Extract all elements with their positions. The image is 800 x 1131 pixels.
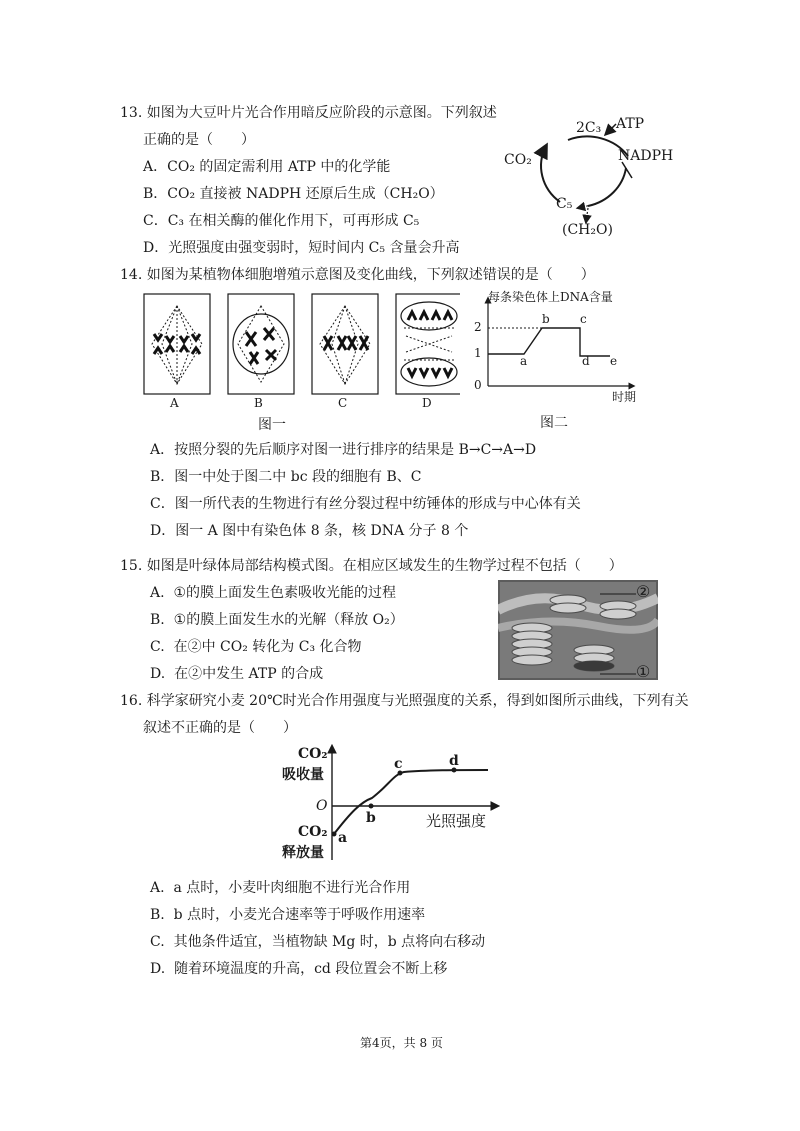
q15-option-a: A. ①的膜上面发生色素吸收光能的过程 bbox=[150, 585, 397, 601]
graph-co2-top: CO₂ bbox=[298, 746, 328, 762]
graph-origin: O bbox=[316, 798, 328, 814]
q16-option-b: B. b 点时，小麦光合速率等于呼吸作用速率 bbox=[150, 907, 426, 923]
q14-option-d: D．图一 A 图中有染色体 8 条，核 DNA 分子 8 个 bbox=[150, 523, 469, 539]
label-circle-1: ① bbox=[636, 662, 651, 681]
q15-option-b: B. ①的膜上面发生水的光解（释放 O₂） bbox=[150, 612, 404, 628]
cell-c bbox=[312, 294, 378, 394]
graph-point-c: c bbox=[394, 756, 403, 772]
figure-1 bbox=[140, 292, 460, 432]
calvin-cycle-diagram bbox=[500, 110, 700, 250]
figure-1-svg bbox=[140, 292, 460, 402]
fig2-ylabel: 每条染色体上DNA含量 bbox=[488, 290, 613, 304]
cell-d-label: D bbox=[422, 396, 432, 410]
q13-option-d: D．光照强度由强变弱时，短时间内 C₅ 含量会升高 bbox=[143, 240, 460, 256]
q16-option-a: A. a 点时，小麦叶肉细胞不进行光合作用 bbox=[150, 880, 411, 896]
graph-point-b: b bbox=[366, 810, 376, 826]
q13-option-a: A．CO₂ 的固定需利用 ATP 中的化学能 bbox=[143, 159, 391, 175]
fig2-point-a: a bbox=[520, 354, 528, 368]
q13-stem-line2: 正确的是（ ） bbox=[143, 132, 255, 148]
atp-arrow bbox=[606, 124, 616, 134]
cycle-arc-left bbox=[541, 146, 560, 202]
graph-release-label: 释放量 bbox=[282, 845, 324, 861]
q14-option-b: B．图一中处于图二中 bc 段的细胞有 B、C bbox=[150, 469, 422, 485]
graph-co2-bottom: CO₂ bbox=[298, 824, 328, 840]
q15-option-c: C. 在②中 CO₂ 转化为 C₃ 化合物 bbox=[150, 639, 362, 655]
q15-option-d: D. 在②中发生 ATP 的合成 bbox=[150, 666, 324, 682]
graph-absorb-label: 吸收量 bbox=[282, 767, 324, 783]
point-b-dot bbox=[369, 804, 374, 809]
fig2-point-e: e bbox=[610, 354, 618, 368]
graph-xlabel: 光照强度 bbox=[426, 812, 487, 830]
label-co2: CO₂ bbox=[504, 152, 532, 168]
fig2-point-c: c bbox=[580, 312, 587, 326]
fig2-ytick-0: 0 bbox=[474, 378, 482, 392]
fig2-point-b: b bbox=[542, 312, 550, 326]
fig2-point-d: d bbox=[582, 354, 590, 368]
figure-1-caption: 图一 bbox=[258, 417, 286, 433]
cell-a-spindle bbox=[152, 306, 202, 384]
q16-stem-line1: 16. 科学家研究小麦 20℃时光合作用强度与光照强度的关系，得到如图所示曲线，下列有关 bbox=[120, 693, 689, 709]
label-ch2o: (CH₂O) bbox=[562, 222, 613, 238]
figure-2 bbox=[462, 288, 662, 436]
cell-a-label: A bbox=[170, 396, 179, 410]
fig2-xlabel: 时期 bbox=[612, 390, 637, 404]
q14-option-a: A．按照分裂的先后顺序对图一进行排序的结果是 B→C→A→D bbox=[150, 442, 537, 458]
q14-stem: 14. 如图为某植物体细胞增殖示意图及变化曲线，下列叙述错误的是（ ） bbox=[120, 267, 595, 283]
figure-2-caption: 图二 bbox=[540, 415, 568, 431]
q15-stem: 15. 如图是叶绿体局部结构模式图。在相应区域发生的生物学过程不包括（ ） bbox=[120, 558, 623, 574]
cycle-arc-right bbox=[588, 168, 626, 206]
fig2-curve bbox=[488, 328, 610, 356]
cell-c-label: C bbox=[338, 396, 348, 410]
q16-option-c: C. 其他条件适宜，当植物缺 Mg 时，b 点将向右移动 bbox=[150, 934, 486, 950]
fig2-ytick-2: 2 bbox=[474, 320, 482, 334]
graph-point-a: a bbox=[338, 830, 348, 846]
chloroplast-pointer-lines bbox=[600, 584, 660, 684]
q16-option-d: D. 随着环境温度的升高，cd 段位置会不断上移 bbox=[150, 961, 448, 977]
q13-option-b: B．CO₂ 直接被 NADPH 还原后生成（CH₂O） bbox=[143, 186, 444, 202]
q14-option-c: C．图一所代表的生物进行有丝分裂过程中纺锤体的形成与中心体有关 bbox=[150, 496, 581, 512]
label-c5: C₅ bbox=[556, 196, 573, 212]
label-2c3: 2C₃ bbox=[576, 120, 602, 136]
page-footer: 第4页，共 8 页 bbox=[360, 1036, 443, 1050]
cell-b-label: B bbox=[254, 396, 263, 410]
label-nadph: NADPH bbox=[618, 148, 674, 164]
photosynthesis-graph bbox=[276, 742, 516, 866]
label-atp: ATP bbox=[616, 116, 645, 132]
ch2o-arrow bbox=[586, 208, 588, 222]
graph-point-d: d bbox=[449, 753, 459, 769]
q13-stem-line1: 13. 如图为大豆叶片光合作用暗反应阶段的示意图。下列叙述 bbox=[120, 105, 497, 121]
fig2-ytick-1: 1 bbox=[474, 346, 482, 360]
point-a-dot bbox=[332, 832, 337, 837]
q13-option-c: C．C₃ 在相关酶的催化作用下，可再形成 C₅ bbox=[143, 213, 420, 229]
q16-stem-line2: 叙述不正确的是（ ） bbox=[143, 720, 297, 736]
label-circle-2: ② bbox=[636, 582, 651, 601]
